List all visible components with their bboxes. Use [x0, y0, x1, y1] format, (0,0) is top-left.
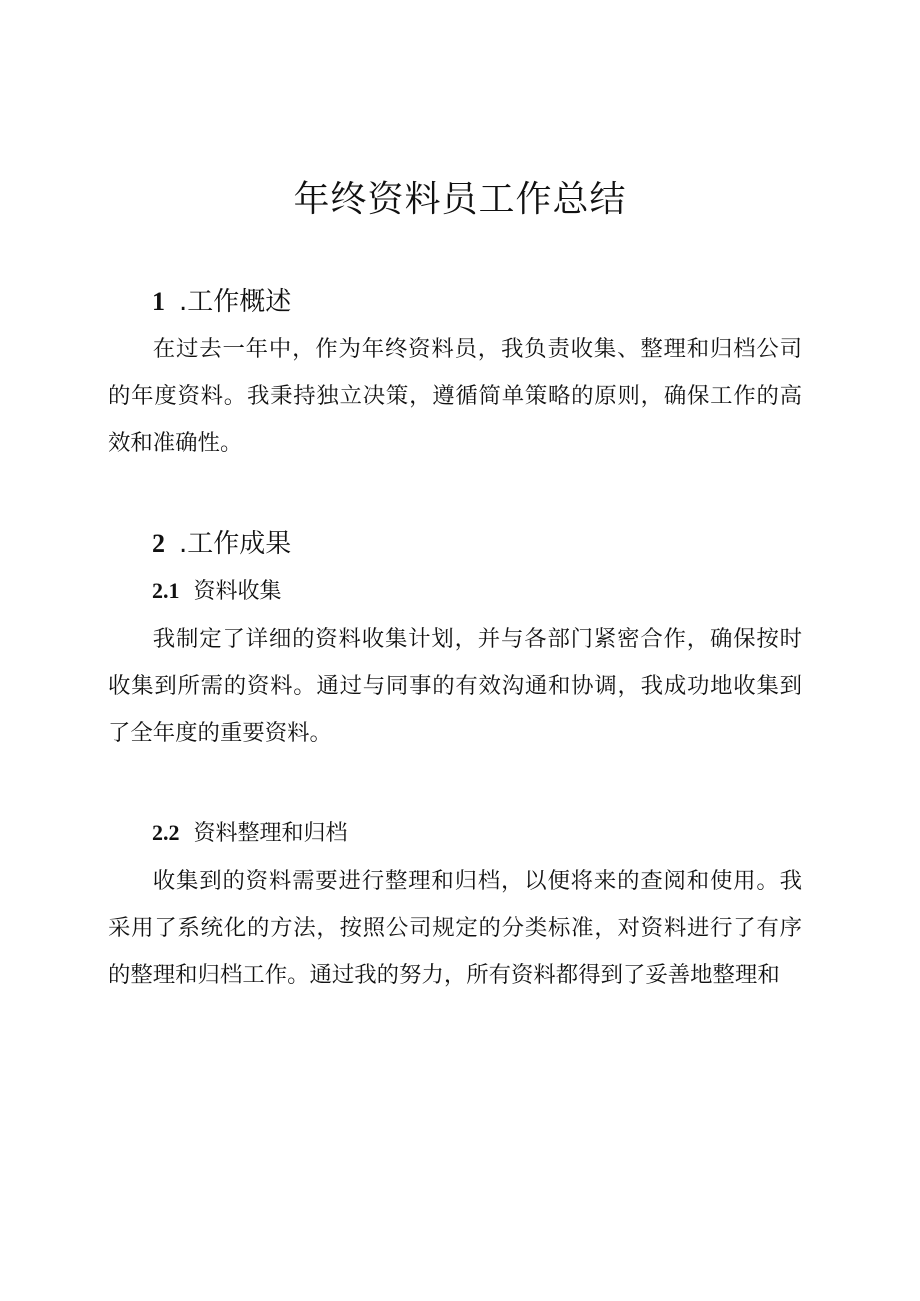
subsection-heading-text: 资料整理和归档	[193, 821, 348, 846]
subsection-number: 2.1	[152, 578, 180, 603]
section-heading-text: .工作概述	[179, 287, 292, 317]
subsection-heading-organize-archive	[152, 818, 348, 849]
section-number: 2	[152, 529, 165, 558]
document-title: 年终资料员工作总结	[293, 179, 627, 220]
subsection-heading-text: 资料收集	[193, 579, 282, 604]
section-heading-results	[152, 526, 291, 562]
subsection-heading-collection	[152, 576, 282, 607]
subsection-paragraph-collection: 我制定了详细的资料收集计划，并与各部门紧密合作，确保按时收集到所需的资料。通过与同事的有效沟通和协调，我成功地收集到了全年度的重要资料。	[108, 626, 802, 746]
subsection-paragraph-organize-archive: 收集到的资料需要进行整理和归档，以便将来的查阅和使用。我采用了系统化的方法，按照公司规定的分类标准，对资料进行了有序的整理和归档工作。通过我的努力，所有资料都得到了妥善地整理和	[108, 868, 802, 988]
section-number: 1	[152, 287, 165, 316]
section-heading-text: .工作成果	[179, 529, 292, 559]
section-paragraph-overview: 在过去一年中，作为年终资料员，我负责收集、整理和归档公司的年度资料。我秉持独立决策，遵循简单策略的原则，确保工作的高效和准确性。	[108, 336, 802, 456]
subsection-number: 2.2	[152, 820, 180, 845]
section-heading-overview	[152, 284, 291, 320]
